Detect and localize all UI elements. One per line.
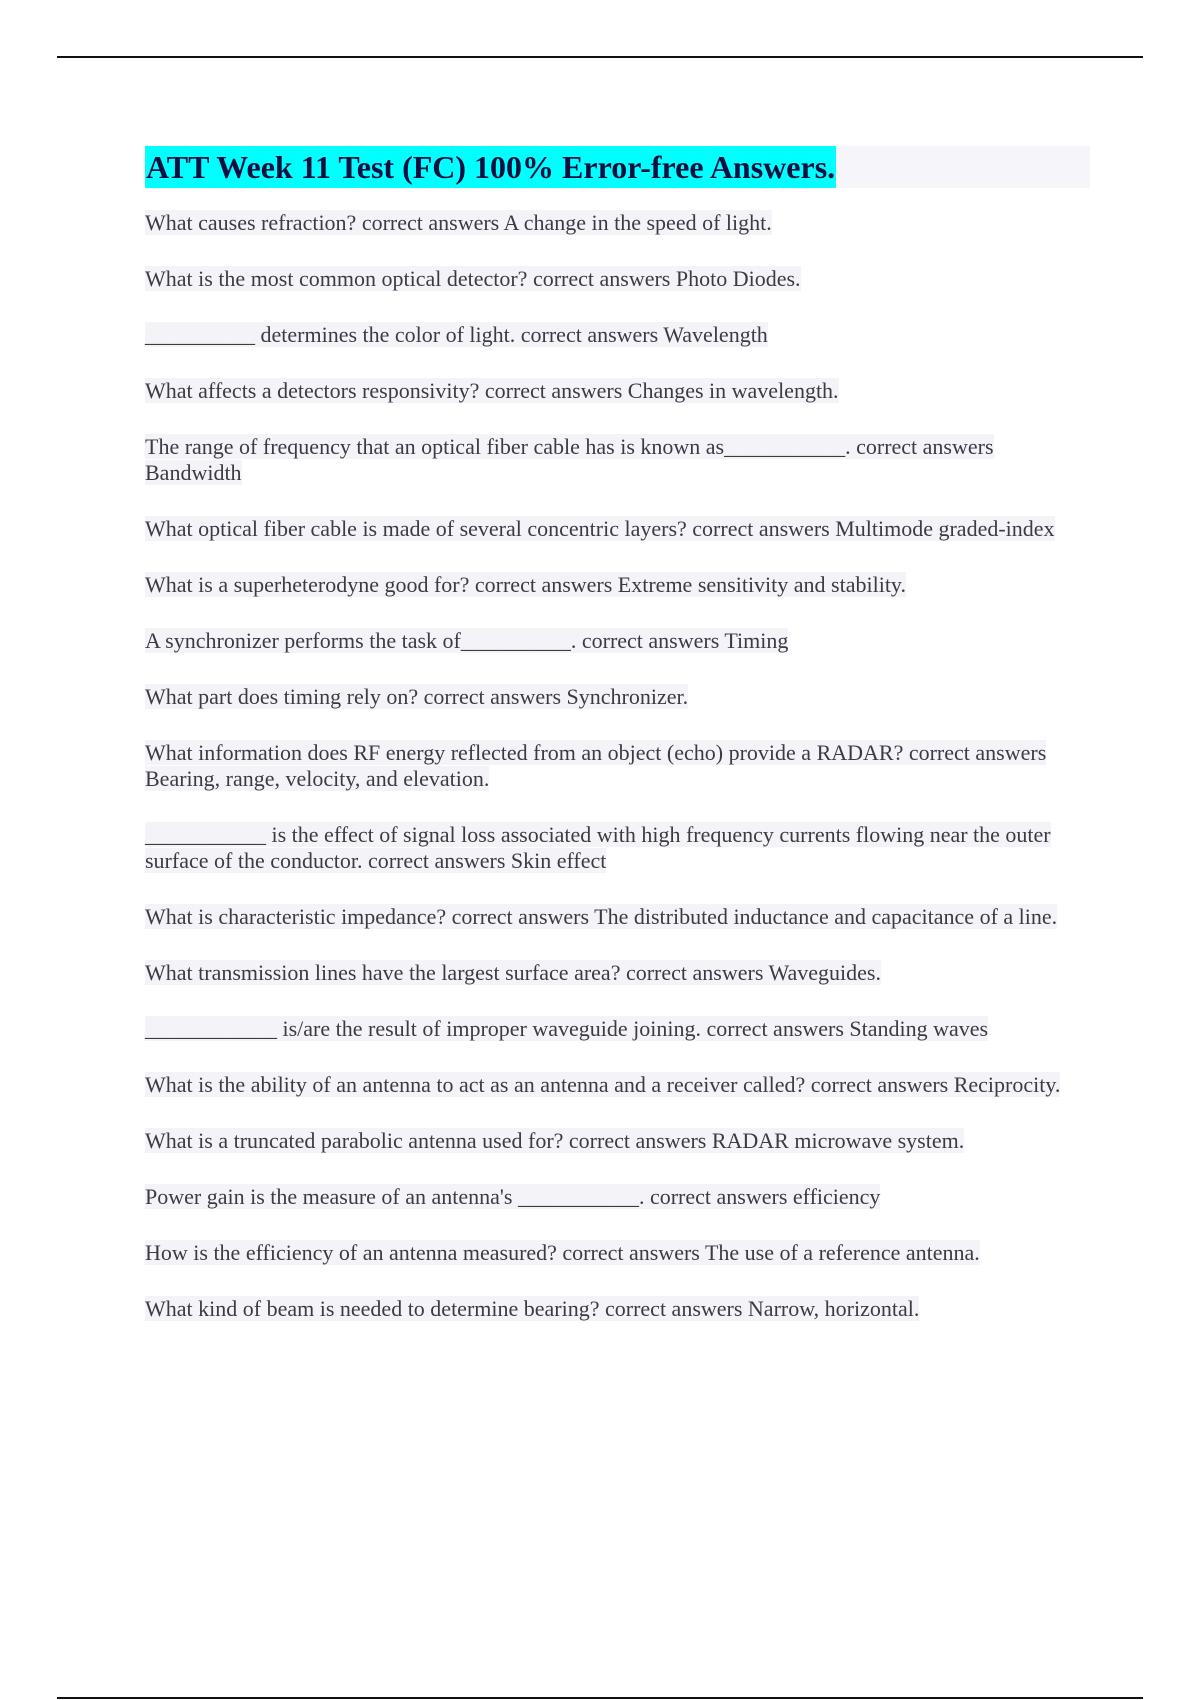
qa-text: ___________ is the effect of signal loss associated with high frequency currents flowing near the outer surface of the conductor. correct answers Skin effect	[145, 822, 1051, 873]
qa-text: What is the most common optical detector? correct answers Photo Diodes.	[145, 266, 801, 291]
qa-text: What optical fiber cable is made of several concentric layers? correct answers Multimode graded-index	[145, 516, 1055, 541]
page-top-rule	[57, 56, 1143, 58]
qa-text: How is the efficiency of an antenna measured? correct answers The use of a reference antenna.	[145, 1240, 980, 1265]
qa-item	[145, 378, 1090, 404]
qa-item	[145, 434, 1090, 486]
qa-text: __________ determines the color of light. correct answers Wavelength	[145, 322, 768, 347]
qa-item	[145, 1072, 1090, 1098]
qa-text: What kind of beam is needed to determine bearing? correct answers Narrow, horizontal.	[145, 1296, 920, 1321]
qa-item	[145, 1184, 1090, 1210]
qa-item	[145, 822, 1090, 874]
qa-text: What is the ability of an antenna to act as an antenna and a receiver called? correct answers Reciprocity.	[145, 1072, 1061, 1097]
qa-text: A synchronizer performs the task of__________. correct answers Timing	[145, 628, 789, 653]
qa-item	[145, 572, 1090, 598]
qa-item	[145, 684, 1090, 710]
qa-text: What part does timing rely on? correct answers Synchronizer.	[145, 684, 689, 709]
qa-text: The range of frequency that an optical fiber cable has is known as___________. correct answers Bandwidth	[145, 434, 994, 485]
qa-item	[145, 1296, 1090, 1322]
qa-item	[145, 904, 1090, 930]
qa-text: What is a truncated parabolic antenna used for? correct answers RADAR microwave system.	[145, 1128, 965, 1153]
qa-text: What is characteristic impedance? correct answers The distributed inductance and capacitance of a line.	[145, 904, 1058, 929]
qa-item	[145, 322, 1090, 348]
qa-item	[145, 740, 1090, 792]
qa-list	[145, 210, 1090, 1322]
qa-text: What causes refraction? correct answers A change in the speed of light.	[145, 210, 772, 235]
qa-item	[145, 266, 1090, 292]
qa-item	[145, 1240, 1090, 1266]
qa-text: What affects a detectors responsivity? correct answers Changes in wavelength.	[145, 378, 839, 403]
document-title: ATT Week 11 Test (FC) 100% Error-free Answers.	[145, 146, 836, 188]
qa-item	[145, 960, 1090, 986]
qa-item	[145, 628, 1090, 654]
qa-item	[145, 516, 1090, 542]
title-row	[145, 146, 1090, 188]
qa-text: ____________ is/are the result of improper waveguide joining. correct answers Standing waves	[145, 1016, 989, 1041]
qa-item	[145, 1016, 1090, 1042]
qa-text: What transmission lines have the largest surface area? correct answers Waveguides.	[145, 960, 881, 985]
document-body	[145, 146, 1090, 1352]
page-bottom-rule	[57, 1697, 1143, 1699]
qa-item	[145, 1128, 1090, 1154]
qa-text: What information does RF energy reflected from an object (echo) provide a RADAR? correct answers Bearing, range, velocity, and elevation.	[145, 740, 1047, 791]
qa-text: What is a superheterodyne good for? correct answers Extreme sensitivity and stability.	[145, 572, 906, 597]
qa-text: Power gain is the measure of an antenna's ___________. correct answers efficiency	[145, 1184, 881, 1209]
qa-item	[145, 210, 1090, 236]
